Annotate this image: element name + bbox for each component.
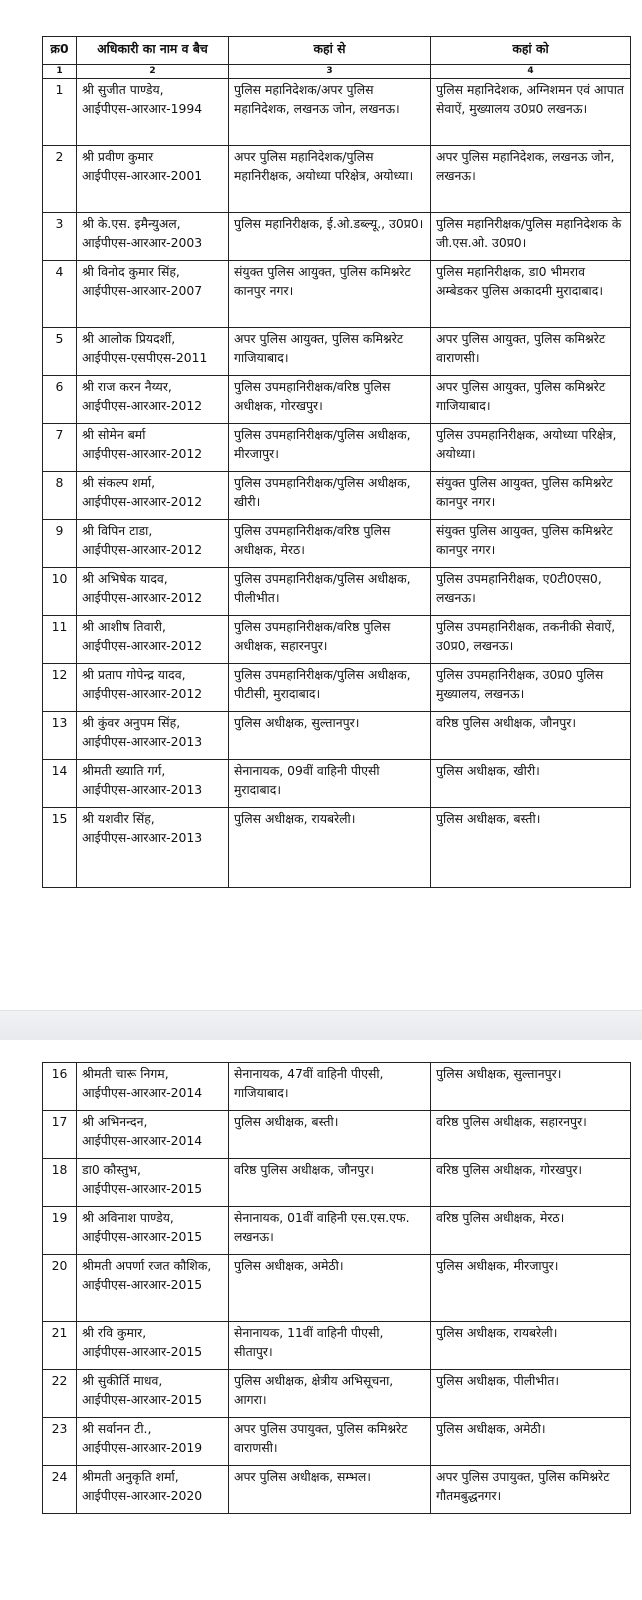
- to-posting-cell: पुलिस अधीक्षक, सुल्तानपुर।: [431, 1063, 631, 1111]
- officer-cell: [77, 376, 229, 424]
- officer-batch: आईपीएस-आरआर-1994: [82, 101, 203, 116]
- officer-name: श्री यशवीर सिंह,: [82, 811, 155, 826]
- from-posting-cell: पुलिस महानिदेशक/अपर पुलिस महानिदेशक, लखनऊ जोन, लखनऊ।: [229, 79, 431, 146]
- table-row: [43, 616, 631, 664]
- officer-batch: आईपीएस-आरआर-2015: [82, 1392, 203, 1407]
- table-row: [43, 424, 631, 472]
- officer-name: श्री आलोक प्रियदर्शी,: [82, 331, 176, 346]
- serial-number-cell: 9: [43, 520, 77, 568]
- from-posting-cell: पुलिस महानिरीक्षक, ई.ओ.डब्ल्यू., उ0प्र0।: [229, 213, 431, 261]
- officer-name: श्री के.एस. इमैन्युअल,: [82, 216, 181, 231]
- serial-number-cell: 17: [43, 1111, 77, 1159]
- officer-batch: आईपीएस-आरआर-2015: [82, 1181, 203, 1196]
- officer-batch: आईपीएस-आरआर-2013: [82, 830, 203, 845]
- serial-number-cell: 5: [43, 328, 77, 376]
- from-posting-cell: सेनानायक, 11वीं वाहिनी पीएसी, सीतापुर।: [229, 1322, 431, 1370]
- from-posting-cell: अपर पुलिस उपायुक्त, पुलिस कमिश्नरेट वाराणसी।: [229, 1418, 431, 1466]
- to-posting-cell: वरिष्ठ पुलिस अधीक्षक, गोरखपुर।: [431, 1159, 631, 1207]
- officer-cell: [77, 568, 229, 616]
- to-posting-cell: पुलिस अधीक्षक, बस्ती।: [431, 808, 631, 888]
- to-posting-cell: वरिष्ठ पुलिस अधीक्षक, मेरठ।: [431, 1207, 631, 1255]
- page-gap: [0, 1010, 642, 1041]
- header-row: [43, 37, 631, 65]
- to-posting-cell: अपर पुलिस महानिदेशक, लखनऊ जोन, लखनऊ।: [431, 146, 631, 213]
- officer-batch: आईपीएस-आरआर-2015: [82, 1344, 203, 1359]
- officer-cell: [77, 664, 229, 712]
- officer-name: श्री सोमेन बर्मा: [82, 427, 146, 442]
- officer-name: श्री सुजीत पाण्डेय,: [82, 82, 164, 97]
- to-posting-cell: अपर पुलिस आयुक्त, पुलिस कमिश्नरेट वाराणसी।: [431, 328, 631, 376]
- from-posting-cell: अपर पुलिस महानिदेशक/पुलिस महानिरीक्षक, अयोध्या परिक्षेत्र, अयोध्या।: [229, 146, 431, 213]
- table-row: [43, 376, 631, 424]
- table-row: [43, 1255, 631, 1322]
- table-row: [43, 520, 631, 568]
- officer-name: श्रीमती चारू निगम,: [82, 1066, 169, 1081]
- column-number: 2: [77, 65, 229, 79]
- table-row: [43, 712, 631, 760]
- to-posting-cell: पुलिस उपमहानिरीक्षक, अयोध्या परिक्षेत्र, अयोध्या।: [431, 424, 631, 472]
- to-posting-cell: पुलिस उपमहानिरीक्षक, ए0टी0एस0, लखनऊ।: [431, 568, 631, 616]
- to-posting-cell: संयुक्त पुलिस आयुक्त, पुलिस कमिश्नरेट कानपुर नगर।: [431, 520, 631, 568]
- from-posting-cell: पुलिस अधीक्षक, क्षेत्रीय अभिसूचना, आगरा।: [229, 1370, 431, 1418]
- from-posting-cell: सेनानायक, 09वीं वाहिनी पीएसी मुरादाबाद।: [229, 760, 431, 808]
- officer-batch: आईपीएस-आरआर-2014: [82, 1085, 203, 1100]
- officer-cell: [77, 328, 229, 376]
- to-posting-cell: पुलिस उपमहानिरीक्षक, तकनीकी सेवाऐं, उ0प्र0, लखनऊ।: [431, 616, 631, 664]
- officer-name: श्री संकल्प शर्मा,: [82, 475, 156, 490]
- officer-name: श्री प्रवीण कुमार: [82, 149, 154, 164]
- officer-cell: [77, 261, 229, 328]
- table-row: [43, 79, 631, 146]
- officer-cell: [77, 79, 229, 146]
- table-row: [43, 261, 631, 328]
- to-posting-cell: वरिष्ठ पुलिस अधीक्षक, जौनपुर।: [431, 712, 631, 760]
- from-posting-cell: पुलिस उपमहानिरीक्षक/पुलिस अधीक्षक, खीरी।: [229, 472, 431, 520]
- officer-name: श्री अभिनन्दन,: [82, 1114, 148, 1129]
- to-posting-cell: पुलिस महानिदेशक, अग्निशमन एवं आपात सेवाऐं, मुख्यालय उ0प्र0 लखनऊ।: [431, 79, 631, 146]
- officer-name: श्रीमती अनुकृति शर्मा,: [82, 1469, 179, 1484]
- officer-cell: [77, 1255, 229, 1322]
- from-posting-cell: सेनानायक, 01वीं वाहिनी एस.एस.एफ. लखनऊ।: [229, 1207, 431, 1255]
- table-row: [43, 1111, 631, 1159]
- from-posting-cell: पुलिस अधीक्षक, अमेठी।: [229, 1255, 431, 1322]
- transfer-table-page-2: [42, 1062, 631, 1514]
- officer-batch: आईपीएस-आरआर-2013: [82, 782, 203, 797]
- serial-number-cell: 11: [43, 616, 77, 664]
- officer-batch: आईपीएस-आरआर-2012: [82, 638, 203, 653]
- serial-number-cell: 23: [43, 1418, 77, 1466]
- officer-cell: [77, 472, 229, 520]
- from-posting-cell: अपर पुलिस आयुक्त, पुलिस कमिश्नरेट गाजियाबाद।: [229, 328, 431, 376]
- officer-name: श्री सुकीर्ति माधव,: [82, 1373, 163, 1388]
- to-posting-cell: अपर पुलिस आयुक्त, पुलिस कमिश्नरेट गाजियाबाद।: [431, 376, 631, 424]
- officer-batch: आईपीएस-आरआर-2013: [82, 734, 203, 749]
- serial-number-cell: 4: [43, 261, 77, 328]
- table-row: [43, 568, 631, 616]
- serial-number-cell: 3: [43, 213, 77, 261]
- column-number: 3: [229, 65, 431, 79]
- officer-batch: आईपीएस-आरआर-2015: [82, 1229, 203, 1244]
- to-posting-cell: पुलिस उपमहानिरीक्षक, उ0प्र0 पुलिस मुख्यालय, लखनऊ।: [431, 664, 631, 712]
- serial-number-cell: 8: [43, 472, 77, 520]
- officer-batch: आईपीएस-आरआर-2003: [82, 235, 203, 250]
- serial-number-cell: 13: [43, 712, 77, 760]
- from-posting-cell: पुलिस उपमहानिरीक्षक/पुलिस अधीक्षक, पीटीसी, मुरादाबाद।: [229, 664, 431, 712]
- officer-batch: आईपीएस-आरआर-2001: [82, 168, 203, 183]
- officer-cell: [77, 1207, 229, 1255]
- officer-cell: [77, 808, 229, 888]
- serial-number-cell: 24: [43, 1466, 77, 1514]
- from-posting-cell: पुलिस उपमहानिरीक्षक/वरिष्ठ पुलिस अधीक्षक, सहारनपुर।: [229, 616, 431, 664]
- serial-number-cell: 19: [43, 1207, 77, 1255]
- to-posting-cell: पुलिस अधीक्षक, रायबरेली।: [431, 1322, 631, 1370]
- officer-cell: [77, 146, 229, 213]
- to-posting-cell: पुलिस महानिरीक्षक/पुलिस महानिदेशक के जी.एस.ओ. उ0प्र0।: [431, 213, 631, 261]
- from-posting-cell: पुलिस उपमहानिरीक्षक/वरिष्ठ पुलिस अधीक्षक, मेरठ।: [229, 520, 431, 568]
- table-row: [43, 1322, 631, 1370]
- to-posting-cell: पुलिस अधीक्षक, खीरी।: [431, 760, 631, 808]
- officer-name: श्री प्रताप गोपेन्द्र यादव,: [82, 667, 186, 682]
- officer-cell: [77, 1466, 229, 1514]
- table-row: [43, 664, 631, 712]
- header-to: कहां को: [431, 37, 631, 65]
- officer-batch: आईपीएस-आरआर-2014: [82, 1133, 203, 1148]
- from-posting-cell: अपर पुलिस अधीक्षक, सम्भल।: [229, 1466, 431, 1514]
- officer-cell: [77, 616, 229, 664]
- officer-cell: [77, 1322, 229, 1370]
- from-posting-cell: पुलिस अधीक्षक, रायबरेली।: [229, 808, 431, 888]
- from-posting-cell: सेनानायक, 47वीं वाहिनी पीएसी, गाजियाबाद।: [229, 1063, 431, 1111]
- officer-name: श्री रवि कुमार,: [82, 1325, 147, 1340]
- table-row: [43, 1466, 631, 1514]
- table-row: [43, 328, 631, 376]
- officer-batch: आईपीएस-आरआर-2007: [82, 283, 203, 298]
- officer-cell: [77, 213, 229, 261]
- officer-name: श्री आशीष तिवारी,: [82, 619, 166, 634]
- officer-cell: [77, 1111, 229, 1159]
- officer-name: श्री अभिषेक यादव,: [82, 571, 168, 586]
- from-posting-cell: पुलिस अधीक्षक, सुल्तानपुर।: [229, 712, 431, 760]
- officer-batch: आईपीएस-आरआर-2015: [82, 1277, 203, 1292]
- officer-name: श्री विपिन टाडा,: [82, 523, 153, 538]
- header-from: कहां से: [229, 37, 431, 65]
- table-row: [43, 760, 631, 808]
- officer-batch: आईपीएस-आरआर-2012: [82, 542, 203, 557]
- transfer-table-page-1: [42, 36, 631, 888]
- table-row: [43, 1207, 631, 1255]
- serial-number-cell: 7: [43, 424, 77, 472]
- table-row: [43, 808, 631, 888]
- officer-batch: आईपीएस-आरआर-2012: [82, 446, 203, 461]
- officer-batch: आईपीएस-आरआर-2012: [82, 398, 203, 413]
- from-posting-cell: पुलिस अधीक्षक, बस्ती।: [229, 1111, 431, 1159]
- to-posting-cell: पुलिस अधीक्षक, अमेठी।: [431, 1418, 631, 1466]
- table-row: [43, 1159, 631, 1207]
- serial-number-cell: 2: [43, 146, 77, 213]
- to-posting-cell: पुलिस अधीक्षक, मीरजापुर।: [431, 1255, 631, 1322]
- officer-name: डा0 कौस्तुभ,: [82, 1162, 141, 1177]
- serial-number-cell: 20: [43, 1255, 77, 1322]
- officer-cell: [77, 1159, 229, 1207]
- from-posting-cell: वरिष्ठ पुलिस अधीक्षक, जौनपुर।: [229, 1159, 431, 1207]
- column-number: 1: [43, 65, 77, 79]
- header-officer-name-batch: अधिकारी का नाम व बैच: [77, 37, 229, 65]
- officer-batch: आईपीएस-आरआर-2019: [82, 1440, 203, 1455]
- officer-batch: आईपीएस-एसपीएस-2011: [82, 350, 208, 365]
- officer-name: श्री सर्वानन टी.,: [82, 1421, 152, 1436]
- to-posting-cell: अपर पुलिस उपायुक्त, पुलिस कमिश्नरेट गौतमबुद्धनगर।: [431, 1466, 631, 1514]
- header-serial: क्र0: [43, 37, 77, 65]
- officer-name: श्री अविनाश पाण्डेय,: [82, 1210, 174, 1225]
- officer-cell: [77, 424, 229, 472]
- from-posting-cell: पुलिस उपमहानिरीक्षक/पुलिस अधीक्षक, मीरजापुर।: [229, 424, 431, 472]
- serial-number-cell: 22: [43, 1370, 77, 1418]
- officer-batch: आईपीएस-आरआर-2012: [82, 590, 203, 605]
- serial-number-cell: 21: [43, 1322, 77, 1370]
- officer-name: श्रीमती अपर्णा रजत कौशिक,: [82, 1258, 212, 1273]
- officer-batch: आईपीएस-आरआर-2012: [82, 494, 203, 509]
- serial-number-cell: 6: [43, 376, 77, 424]
- table-row: [43, 1418, 631, 1466]
- to-posting-cell: पुलिस महानिरीक्षक, डा0 भीमराव अम्बेडकर पुलिस अकादमी मुरादाबाद।: [431, 261, 631, 328]
- serial-number-cell: 15: [43, 808, 77, 888]
- serial-number-cell: 10: [43, 568, 77, 616]
- table-row: [43, 213, 631, 261]
- table-row: [43, 472, 631, 520]
- officer-cell: [77, 1418, 229, 1466]
- column-number-row: [43, 65, 631, 79]
- to-posting-cell: संयुक्त पुलिस आयुक्त, पुलिस कमिश्नरेट कानपुर नगर।: [431, 472, 631, 520]
- from-posting-cell: पुलिस उपमहानिरीक्षक/वरिष्ठ पुलिस अधीक्षक, गोरखपुर।: [229, 376, 431, 424]
- officer-name: श्री विनोद कुमार सिंह,: [82, 264, 180, 279]
- to-posting-cell: पुलिस अधीक्षक, पीलीभीत।: [431, 1370, 631, 1418]
- serial-number-cell: 14: [43, 760, 77, 808]
- to-posting-cell: वरिष्ठ पुलिस अधीक्षक, सहारनपुर।: [431, 1111, 631, 1159]
- officer-name: श्रीमती ख्याति गर्ग,: [82, 763, 166, 778]
- table-row: [43, 1370, 631, 1418]
- serial-number-cell: 16: [43, 1063, 77, 1111]
- officer-cell: [77, 520, 229, 568]
- table-row: [43, 146, 631, 213]
- officer-cell: [77, 1370, 229, 1418]
- serial-number-cell: 18: [43, 1159, 77, 1207]
- officer-cell: [77, 712, 229, 760]
- from-posting-cell: पुलिस उपमहानिरीक्षक/पुलिस अधीक्षक, पीलीभीत।: [229, 568, 431, 616]
- officer-cell: [77, 1063, 229, 1111]
- officer-batch: आईपीएस-आरआर-2020: [82, 1488, 203, 1503]
- table-row: [43, 1063, 631, 1111]
- column-number: 4: [431, 65, 631, 79]
- officer-name: श्री राज करन नैय्यर,: [82, 379, 172, 394]
- officer-name: श्री कुंवर अनुपम सिंह,: [82, 715, 181, 730]
- from-posting-cell: संयुक्त पुलिस आयुक्त, पुलिस कमिश्नरेट कानपुर नगर।: [229, 261, 431, 328]
- officer-batch: आईपीएस-आरआर-2012: [82, 686, 203, 701]
- serial-number-cell: 12: [43, 664, 77, 712]
- serial-number-cell: 1: [43, 79, 77, 146]
- officer-cell: [77, 760, 229, 808]
